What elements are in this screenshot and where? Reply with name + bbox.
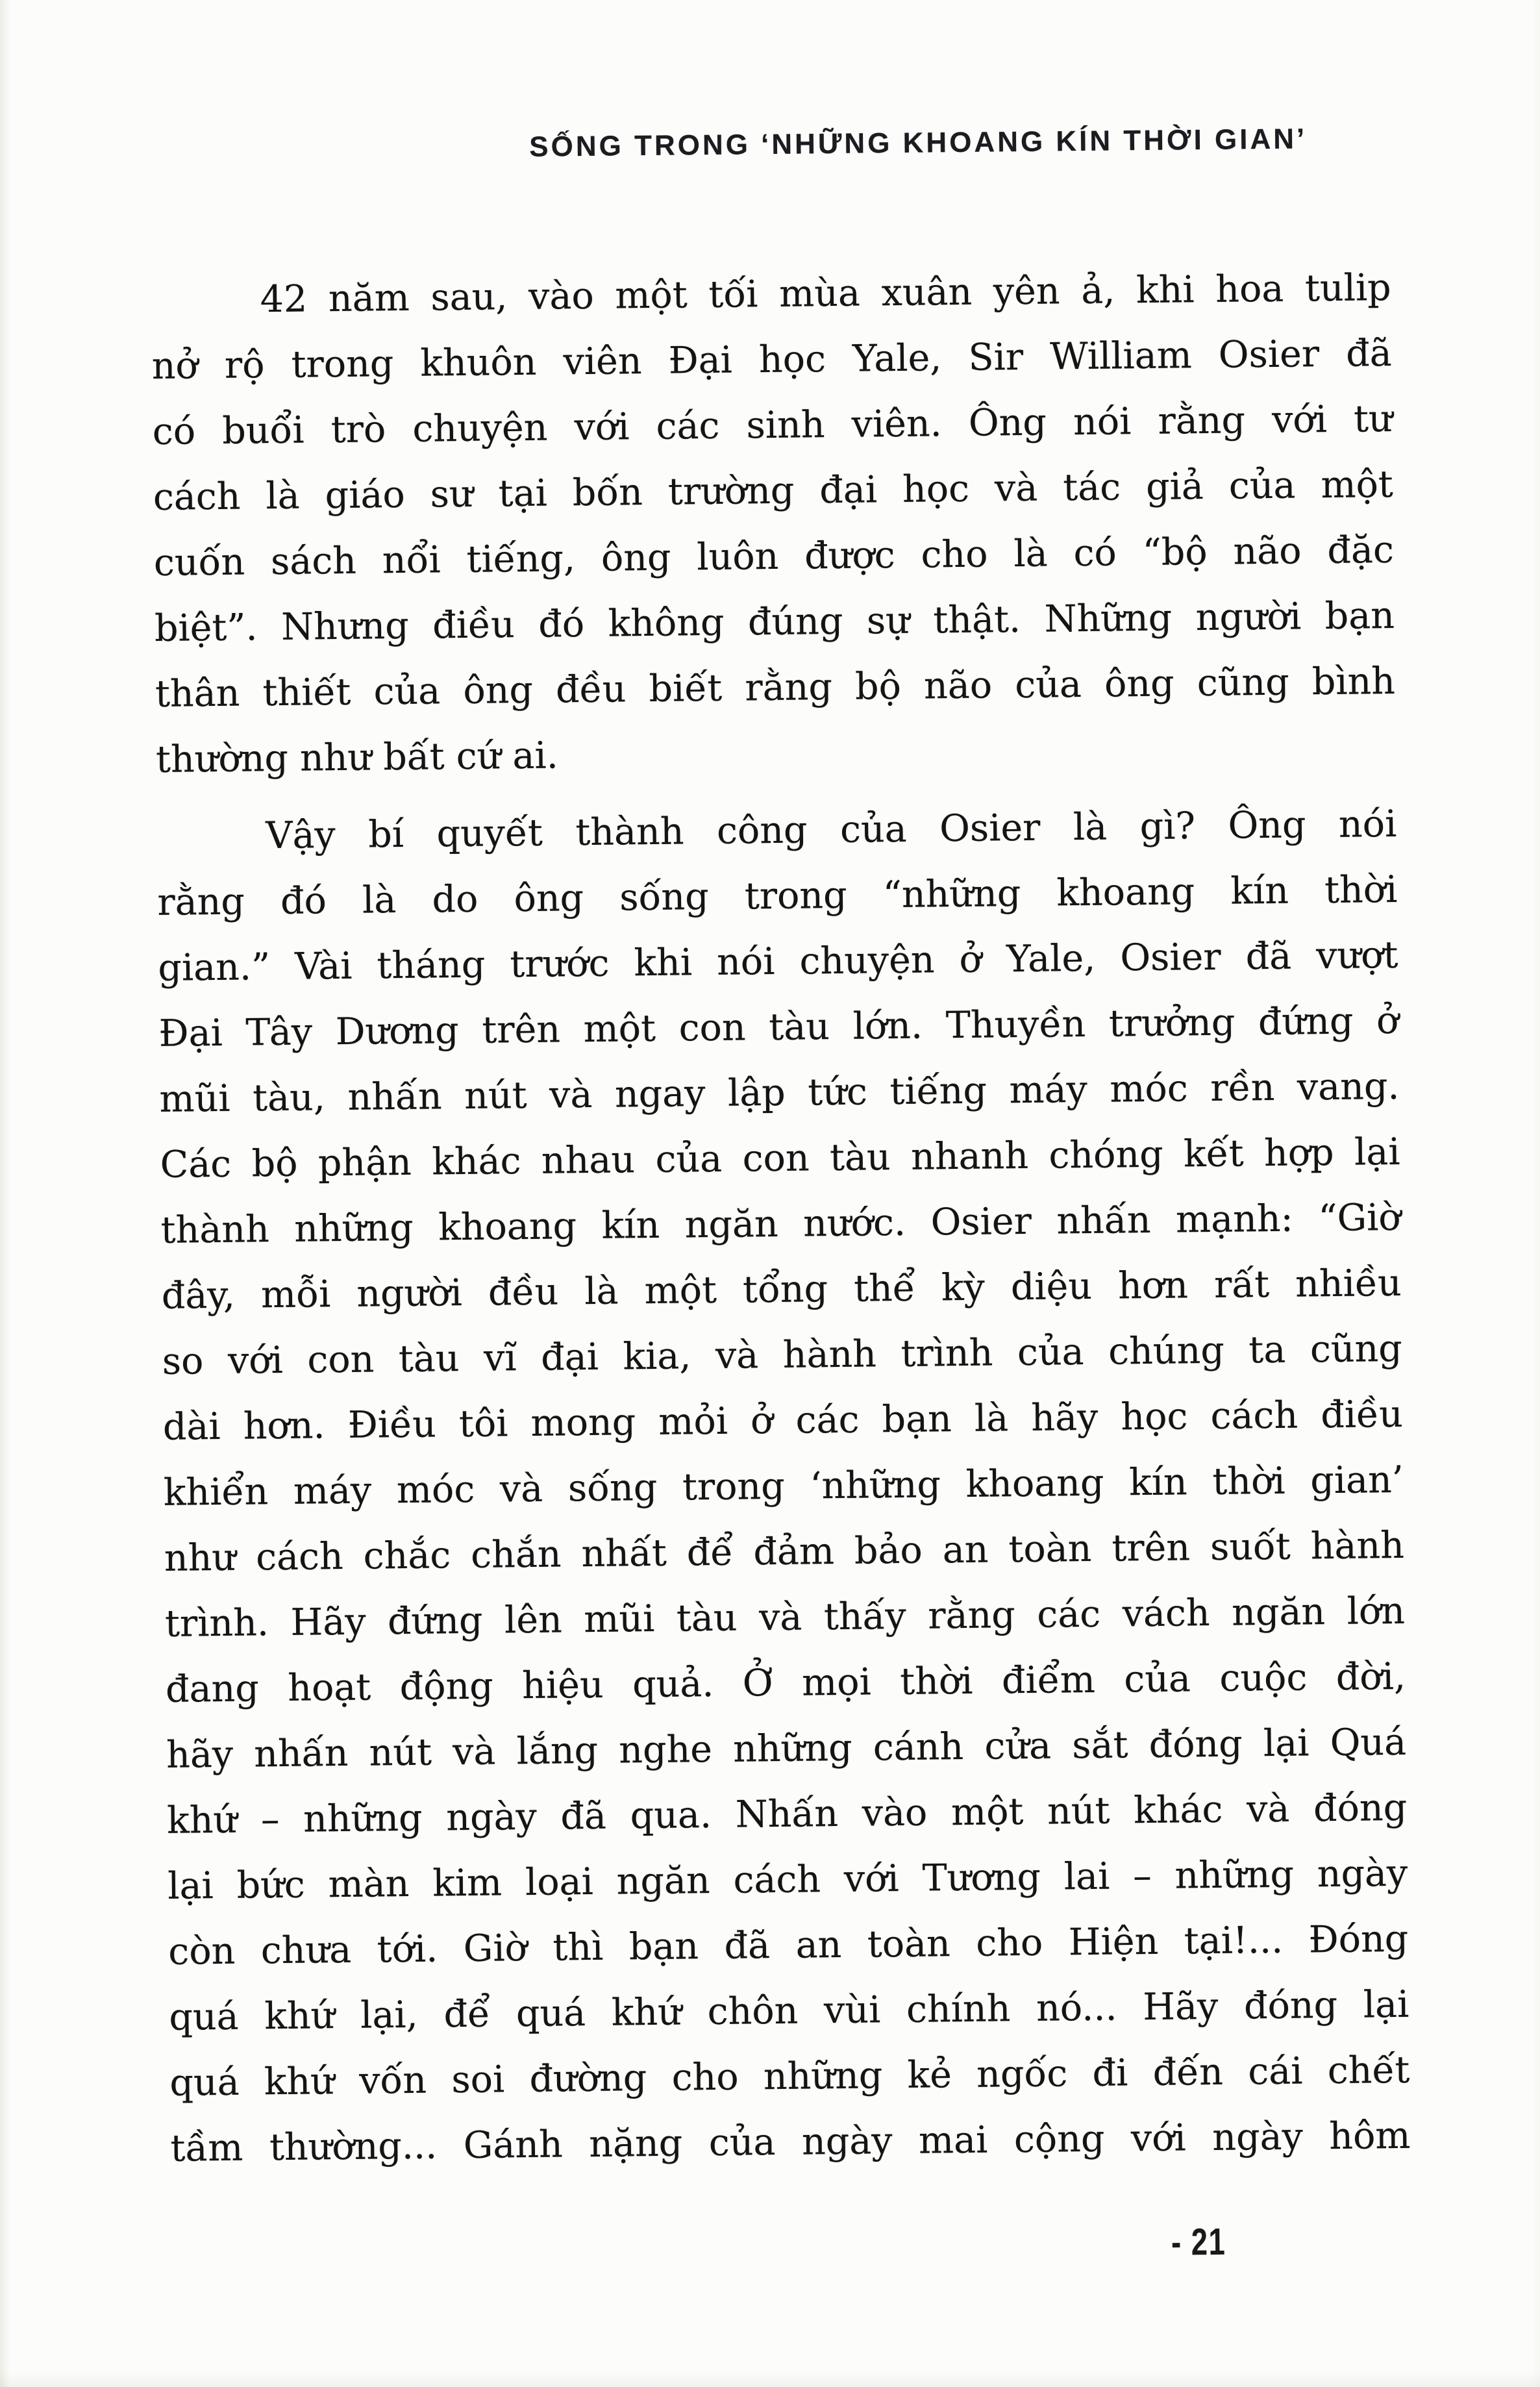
text-line: 42 năm sau, vào một tối mùa xuân yên ả, khi hoa tulip bbox=[260, 266, 1391, 321]
text-line: Đại Tây Dương trên một con tàu lớn. Thuyền trưởng đứng ở bbox=[158, 999, 1399, 1055]
page-content bbox=[149, 120, 1411, 2275]
text-line: thành những khoang kín ngăn nước. Osier nhấn mạnh: “Giờ bbox=[160, 1195, 1401, 1252]
running-header: SỐNG TRONG ‘NHỮNG KHOANG KÍN THỜI GIAN’ bbox=[528, 123, 1308, 163]
text-line: Các bộ phận khác nhau của con tàu nhanh chóng kết hợp lại bbox=[160, 1130, 1400, 1186]
text-line: quá khứ vốn soi đường cho những kẻ ngốc đi đến cái chết bbox=[169, 2048, 1410, 2105]
text-line: hãy nhấn nút và lắng nghe những cánh cửa sắt đóng lại Quá bbox=[166, 1720, 1407, 1777]
text-line: lại bức màn kim loại ngăn cách với Tương lai – những ngày bbox=[167, 1851, 1408, 1908]
text-line: gian.” Vài tháng trước khi nói chuyện ở Yale, Osier đã vượt bbox=[158, 933, 1398, 990]
text-line: nở rộ trong khuôn viên Đại học Yale, Sir William Osier đã bbox=[151, 331, 1393, 388]
text-line: trình. Hãy đứng lên mũi tàu và thấy rằng các vách ngăn lớn bbox=[164, 1589, 1406, 1645]
text-line: dài hơn. Điều tôi mong mỏi ở các bạn là hãy học cách điều bbox=[162, 1392, 1404, 1449]
text-line: thường như bất cứ ai. bbox=[155, 734, 559, 781]
text-line: đang hoạt động hiệu quả. Ở mọi thời điểm của cuộc đời, bbox=[165, 1655, 1406, 1711]
text-line: đây, mỗi người đều là một tổng thể kỳ diệu hơn rất nhiều bbox=[161, 1261, 1402, 1318]
text-line: cuốn sách nổi tiếng, ông luôn được cho là có “bộ não đặc bbox=[153, 528, 1395, 584]
text-line: mũi tàu, nhấn nút và ngay lập tức tiếng máy móc rền vang. bbox=[159, 1064, 1400, 1121]
text-line: khứ – những ngày đã qua. Nhấn vào một nút khác và đóng bbox=[166, 1786, 1408, 1842]
text-line: quá khứ lại, để quá khứ chôn vùi chính nó... Hãy đóng lại bbox=[169, 1982, 1410, 2039]
text-line: thân thiết của ông đều biết rằng bộ não của ông cũng bình bbox=[155, 659, 1396, 716]
text-line: so với con tàu vĩ đại kia, và hành trình của chúng ta cũng bbox=[162, 1327, 1403, 1383]
text-line: như cách chắc chắn nhất để đảm bảo an toàn trên suốt hành bbox=[164, 1523, 1405, 1580]
text-line: còn chưa tới. Giờ thì bạn đã an toàn cho Hiện tại!... Đóng bbox=[168, 1917, 1409, 1973]
text-line: biệt”. Nhưng điều đó không đúng sự thật. Những người bạn bbox=[154, 594, 1395, 650]
text-line: khiển máy móc và sống trong ‘những khoang kín thời gian’ bbox=[163, 1458, 1404, 1514]
text-line: cách là giáo sư tại bốn trường đại học và tác giả của một bbox=[153, 462, 1394, 519]
body-text bbox=[151, 255, 1411, 2182]
text-line: tầm thường... Gánh nặng của ngày mai cộng với ngày hôm bbox=[170, 2114, 1411, 2170]
text-line: có buổi trò chuyện với các sinh viên. Ông nói rằng với tư bbox=[152, 397, 1393, 453]
page-number: - 21 bbox=[1171, 2220, 1226, 2264]
text-line: Vậy bí quyết thành công của Osier là gì? Ông nói bbox=[265, 802, 1397, 858]
text-line: rằng đó là do ông sống trong “những khoang kín thời bbox=[157, 868, 1398, 924]
page-number-row bbox=[171, 2218, 1412, 2275]
